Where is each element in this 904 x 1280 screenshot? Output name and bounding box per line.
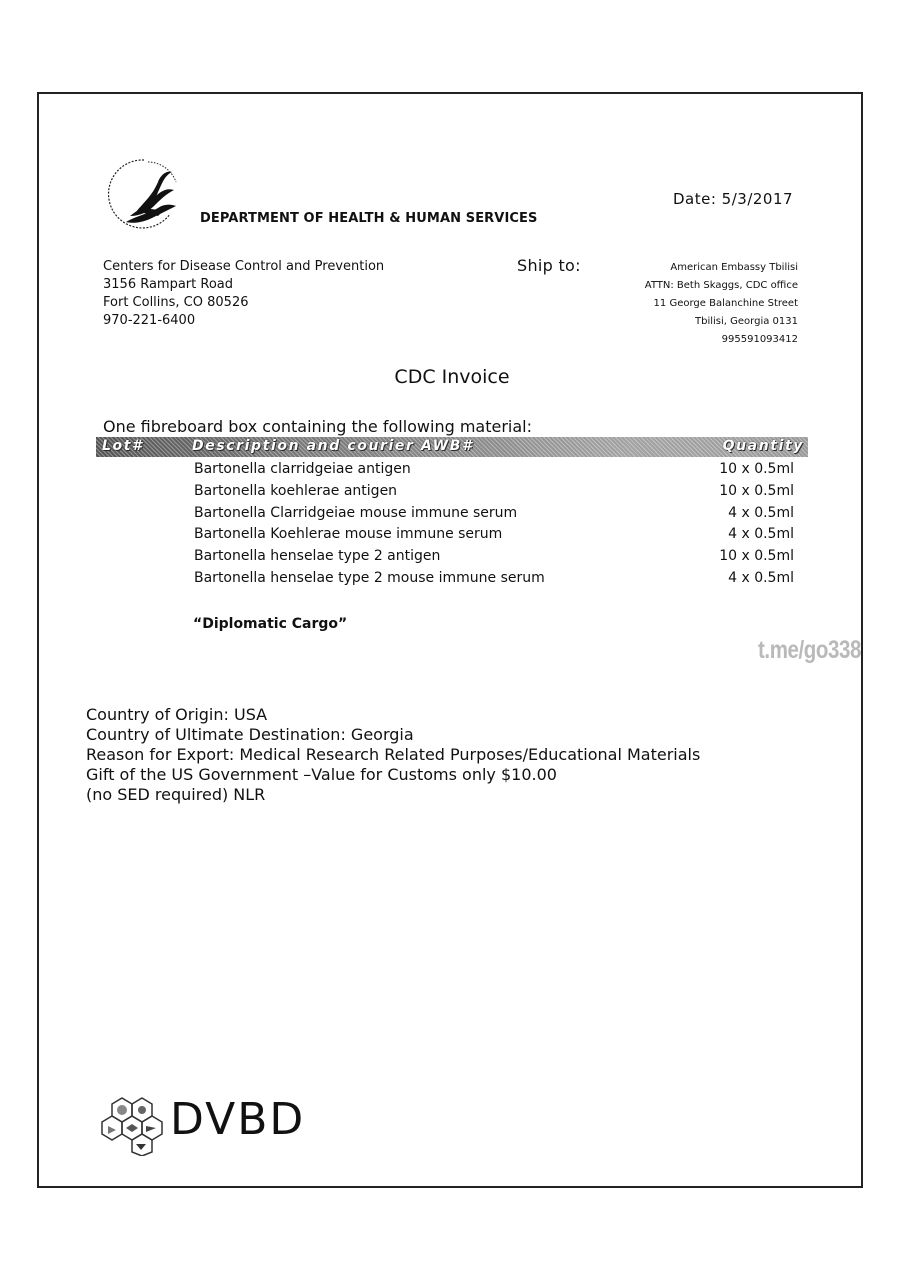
table-header (96, 437, 808, 457)
row-description: Bartonella koehlerae antigen (194, 482, 398, 499)
table-row (194, 548, 794, 570)
row-quantity: 10 x 0.5ml (719, 548, 794, 565)
diplomatic-cargo-note: “Diplomatic Cargo” (193, 616, 348, 632)
row-description: Bartonella henselae type 2 antigen (194, 548, 441, 565)
row-quantity: 4 x 0.5ml (728, 526, 794, 543)
recipient-attn: ATTN: Beth Skaggs, CDC office (644, 280, 798, 291)
recipient-street: 11 George Balanchine Street (653, 298, 798, 309)
export-details (86, 705, 700, 805)
intro-text: One fibreboard box containing the following material: (103, 417, 533, 436)
row-quantity: 10 x 0.5ml (719, 482, 794, 499)
recipient-city: Tbilisi, Georgia 0131 (695, 316, 798, 327)
row-description: Bartonella clarridgeiae antigen (194, 461, 411, 477)
page-title: CDC Invoice (394, 366, 510, 388)
hhs-eagle-logo-icon (100, 152, 190, 230)
watermark-text: t.me/go338 (758, 636, 861, 664)
department-name: DEPARTMENT OF HEALTH & HUMAN SERVICES (200, 211, 538, 226)
sender-name: Centers for Disease Control and Prevention (103, 259, 385, 274)
table-row (194, 461, 794, 483)
invoice-date: Date: 5/3/2017 (673, 190, 794, 208)
recipient-name: American Embassy Tbilisi (670, 262, 798, 273)
table-row (194, 570, 794, 592)
dvbd-logo-text: DVBD (170, 1094, 306, 1145)
sender-street: 3156 Rampart Road (103, 277, 234, 292)
row-description: Bartonella Koehlerae mouse immune serum (194, 526, 503, 543)
sender-city: Fort Collins, CO 80526 (103, 295, 249, 310)
country-of-origin: Country of Origin: USA (86, 705, 268, 724)
country-of-destination: Country of Ultimate Destination: Georgia (86, 725, 414, 744)
row-description: Bartonella henselae type 2 mouse immune serum (194, 569, 545, 586)
sed-note: (no SED required) NLR (86, 785, 266, 804)
row-description: Bartonella Clarridgeiae mouse immune serum (194, 504, 518, 521)
sender-phone: 970-221-6400 (103, 313, 196, 328)
table-row (194, 483, 794, 505)
table-row (194, 505, 794, 527)
header-quantity: Quantity (722, 438, 804, 454)
row-quantity: 4 x 0.5ml (728, 569, 794, 586)
sender-address (103, 258, 384, 330)
dvbd-hexagon-logo-icon (98, 1092, 180, 1156)
material-table (194, 461, 794, 592)
row-quantity: 10 x 0.5ml (719, 461, 794, 477)
page-border (37, 92, 863, 1188)
customs-value: Gift of the US Government –Value for Customs only $10.00 (86, 765, 557, 784)
row-quantity: 4 x 0.5ml (728, 504, 794, 521)
recipient-phone: 995591093412 (721, 334, 798, 345)
recipient-address (645, 259, 798, 349)
reason-for-export: Reason for Export: Medical Research Related Purposes/Educational Materials (86, 745, 701, 764)
table-row (194, 526, 794, 548)
header-description: Description and courier AWB# (192, 438, 474, 454)
ship-to-label: Ship to: (517, 256, 581, 275)
header-lot: Lot# (102, 438, 144, 454)
